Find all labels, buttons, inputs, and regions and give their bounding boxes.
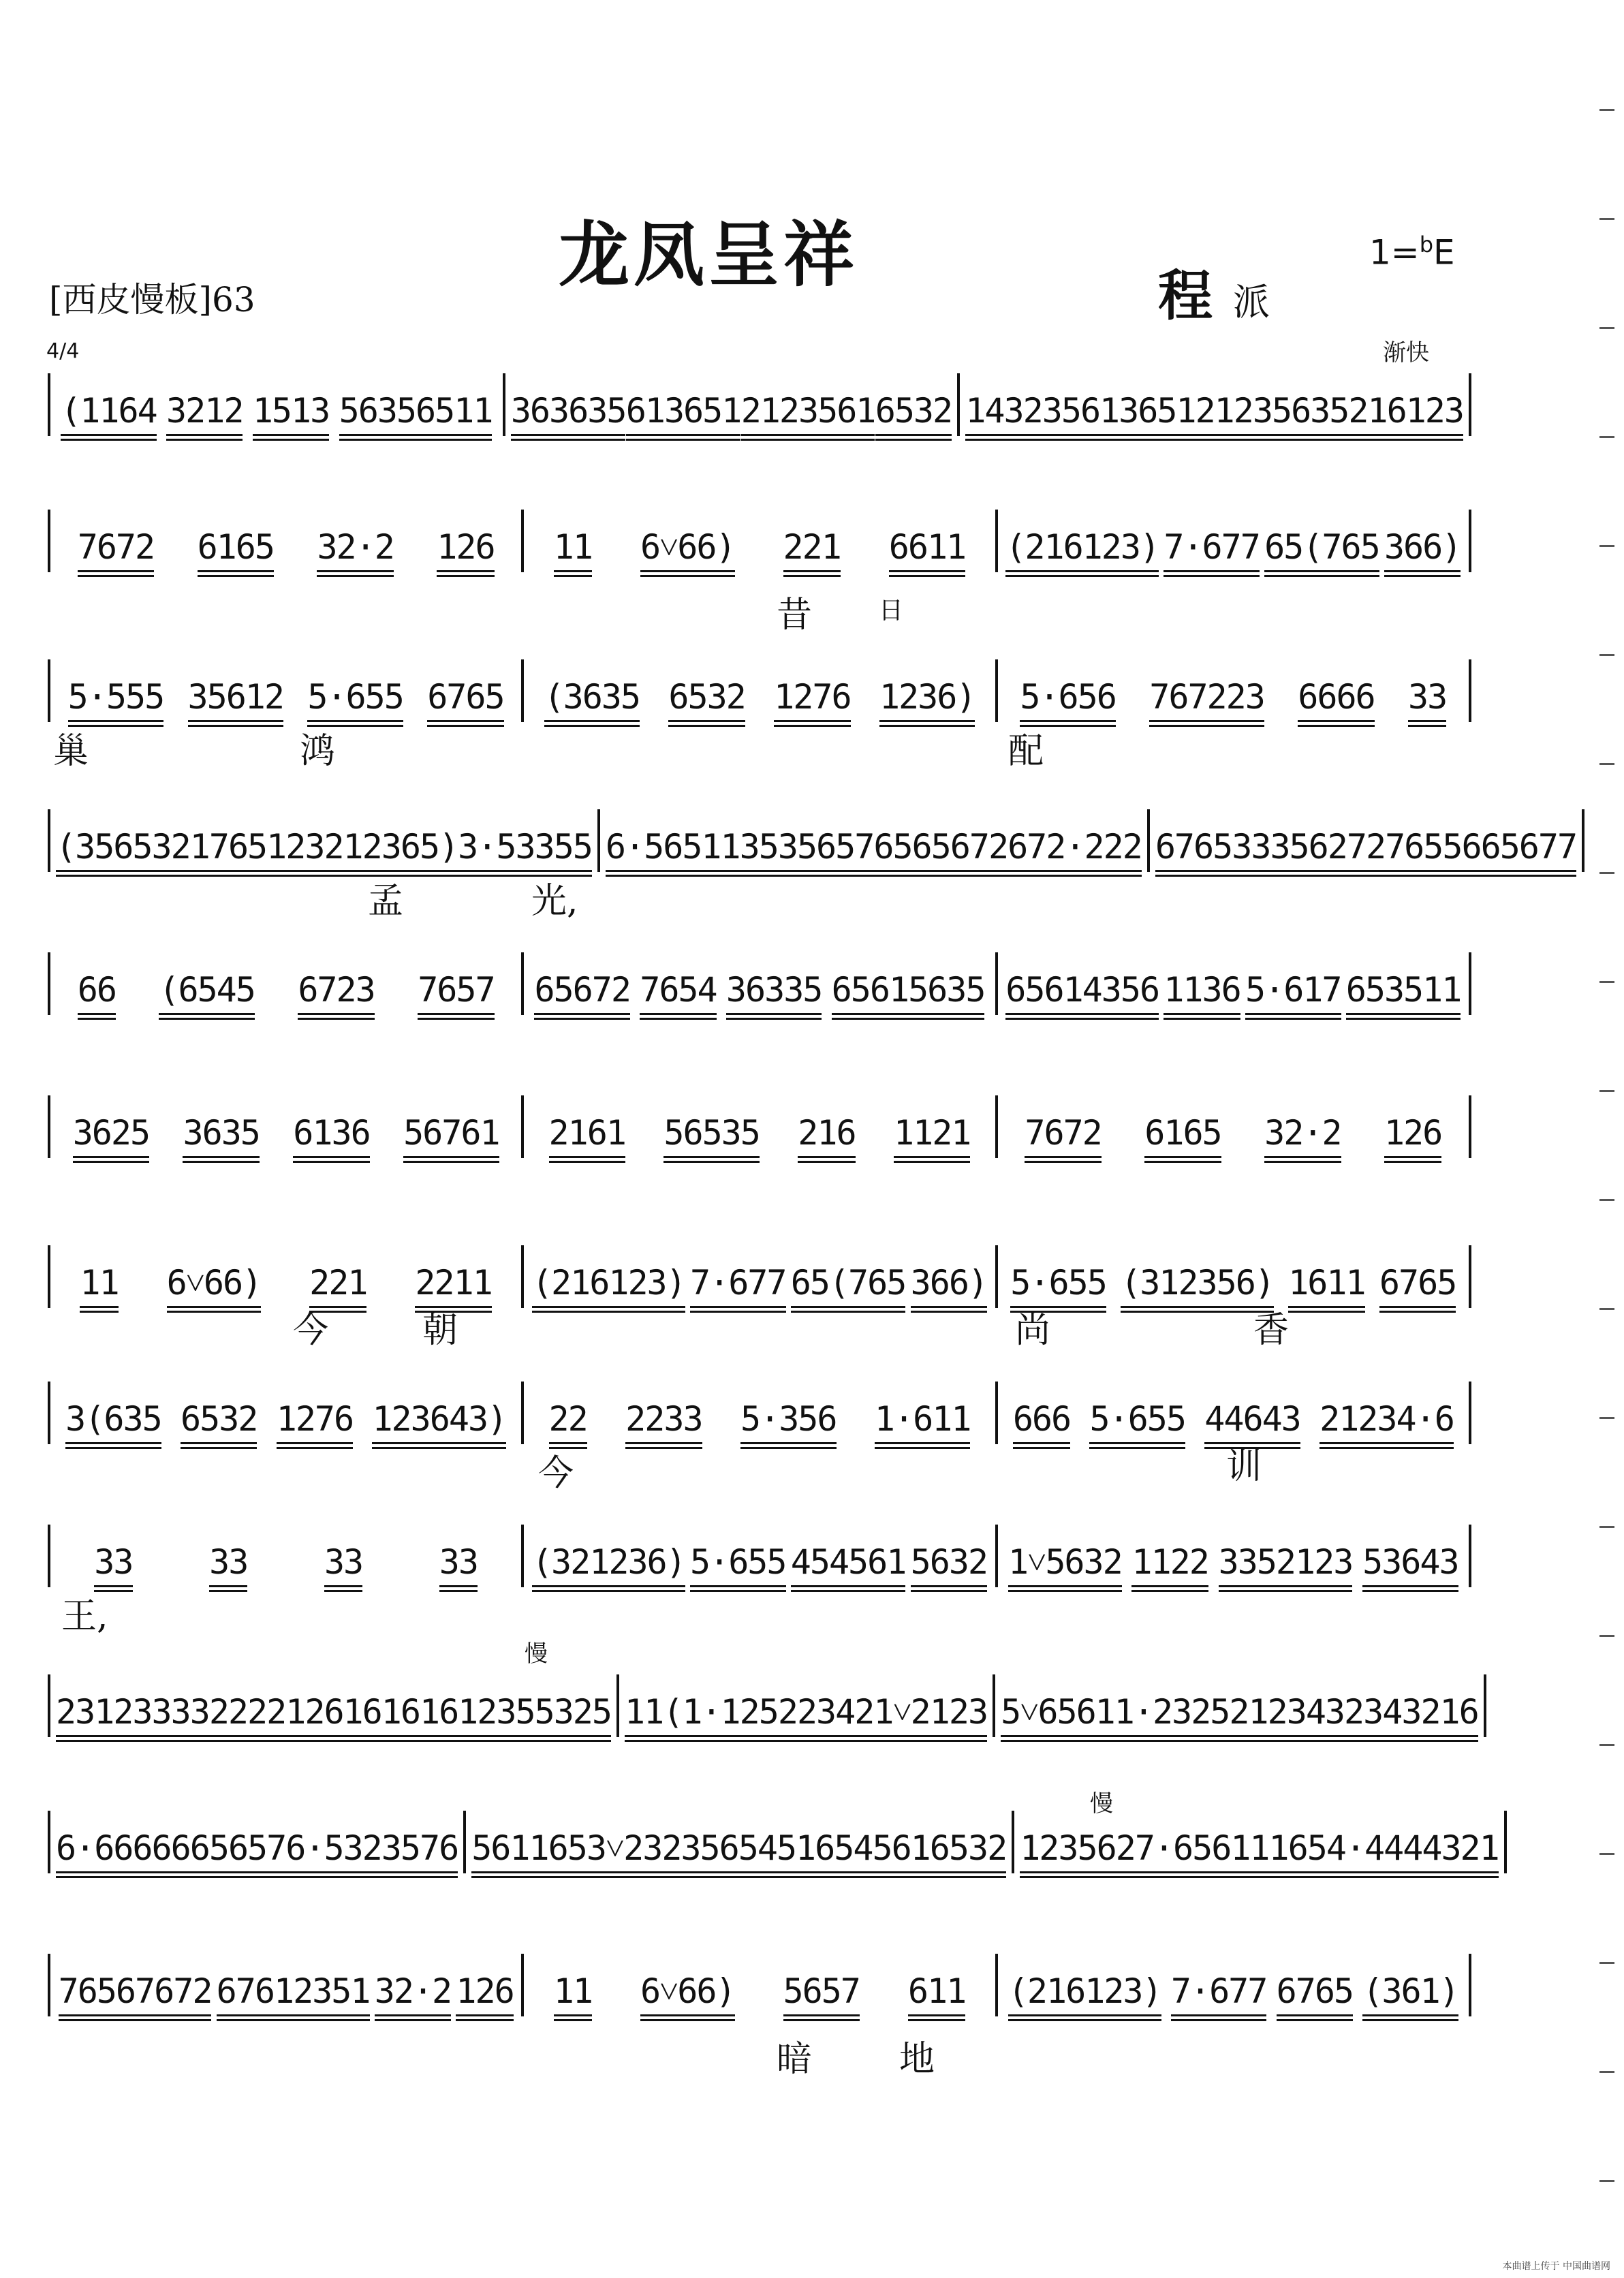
margin-tick [1599,1090,1614,1092]
note-group: 6˅66) [640,1971,735,2016]
measure [998,952,1469,1015]
note-group: 6765 [427,676,503,722]
note-group: 1·2325 [1114,1691,1230,1737]
lyric: 训 [1226,1446,1262,1487]
note-group: 7·677 [1164,527,1260,572]
margin-tick [1599,1635,1614,1637]
tempo-annotation: 慢 [525,1640,548,1668]
note-group: 32·2 [317,527,393,572]
note-group: 1121 [894,1112,970,1158]
note-group: 72672·222 [969,826,1142,872]
note-group: 366) [1384,527,1461,572]
note-group: 44643 [1204,1399,1300,1444]
margin-tick [1599,2180,1614,2182]
measure [524,1954,995,2016]
key-note: E [1433,232,1455,272]
note-group: 65123212 [228,826,381,872]
note-group: 221 [309,1262,366,1308]
lyric: 配 [1008,731,1044,772]
note-group: 2355325 [477,1691,611,1737]
lyric: 地 [899,2039,935,2080]
score-row [48,368,1471,436]
measure [50,1382,521,1444]
note-group: 323576 [343,1828,458,1873]
barline [1484,1674,1486,1737]
note-group: (216123) [1005,527,1159,572]
measure [50,1674,616,1737]
barline [1469,952,1471,1015]
note-group: 67612351 [217,1971,370,2016]
barline [1469,1525,1471,1587]
score-row [48,947,1471,1015]
margin-tick [1599,1526,1614,1528]
note-group: 11 [80,1262,118,1308]
note-group: 627276 [1309,826,1424,872]
note-group: 65672 [534,969,630,1015]
measure [50,809,597,872]
note-group: (216123) [532,1262,685,1308]
margin-tick [1599,545,1614,547]
note-group: 7672 [78,527,154,572]
note-group: 2233 [625,1399,702,1444]
note-group: (321236) [532,1542,685,1587]
measure [50,373,503,436]
note-group: 1235 [1020,1828,1096,1873]
measure [998,1954,1469,2016]
note-group: 6765 [1277,1971,1353,2016]
note-group: 32·2 [375,1971,451,2016]
measure [524,510,995,572]
margin-tick [1599,654,1614,656]
note-group: 3355 [515,826,591,872]
score-row [48,1519,1471,1587]
measure [995,1674,1484,1737]
note-group: 1136 [1164,969,1240,1015]
measure [619,1674,993,1737]
note-group: 3335 [1232,826,1308,872]
margin-tick [1599,2071,1614,2073]
measure [998,1525,1469,1587]
note-group: 7·677 [1171,1971,1267,2016]
note-group: 56535 [663,1112,760,1158]
measure [524,952,995,1015]
measure [50,1095,521,1158]
score-row [48,654,1471,722]
note-group: 3212 [166,390,243,436]
note-group: 6665 [152,1828,228,1873]
measure [524,1382,995,1444]
barline [1469,373,1471,436]
note-group: 6·666 [56,1828,152,1873]
note-group: 3625 [73,1112,149,1158]
margin-tick [1599,872,1614,874]
measure [50,1245,521,1308]
tempo-annotation: 渐快 [1383,339,1429,366]
note-group: 5·655 [307,676,403,722]
note-group: 5·655 [1010,1262,1106,1308]
score-row [48,1090,1471,1158]
note-group: 5632 [911,1542,987,1587]
section-label: [西皮慢板]63 [49,280,255,319]
note-group: 65(765 [791,1262,906,1308]
margin-tick [1599,1744,1614,1746]
note-group: 6532 [875,390,952,436]
measure [50,659,521,722]
note-group: 6765 [1379,1262,1456,1308]
lyric: 王, [61,1596,108,1637]
note-group: 1122 [1131,1542,1208,1587]
lyric: 鸿 [300,731,336,772]
note-group: 216123 [1348,390,1463,436]
note-group: 7657 [418,969,494,1015]
key-prefix: 1= [1369,232,1420,272]
note-group: 11 [554,1971,592,2016]
measure [998,659,1469,722]
measure [50,1954,521,2016]
note-group: (1·125 [663,1691,778,1737]
note-group: 21235635 [1196,390,1349,436]
note-group: 56761 [403,1112,499,1158]
barline [1469,1095,1471,1158]
key-signature [1369,232,1455,272]
barline [1469,510,1471,572]
note-group: 666 [1013,1399,1070,1444]
note-group: 613651 [626,390,741,436]
note-group: 6136 [293,1112,369,1158]
note-group: 6˅66) [167,1262,262,1308]
note-group: 66 [78,969,116,1015]
note-group: 3635 [183,1112,259,1158]
barline [1469,1954,1471,2016]
note-group: 126 [1384,1112,1441,1158]
note-group: 627·6 [1097,1828,1193,1873]
page-title: 龙凤呈祥 [559,213,859,296]
lyric: 巢 [53,731,89,772]
note-group: 6532 [181,1399,257,1444]
lyric: 昔 [777,595,813,636]
measure [960,373,1469,436]
barline [1504,1811,1507,1873]
measure [998,1382,1469,1444]
margin-tick [1599,436,1614,438]
note-group: 23123333 [56,1691,209,1737]
note-group: 33 [1408,676,1446,722]
note-group: 3˅23235 [587,1828,719,1873]
measure [50,1811,463,1873]
note-group: 76567672 [59,1971,212,2016]
note-group: 7·677 [690,1262,786,1308]
note-group: 11 [625,1691,663,1737]
tempo-annotation: 慢 [1090,1790,1113,1817]
score-row [48,1376,1471,1444]
note-group: 6165 [1144,1112,1221,1158]
measure [50,952,521,1015]
note-group: (361) [1362,1971,1458,2016]
note-group: 216 [798,1112,855,1158]
note-group: 35612 [188,676,284,722]
margin-tick [1599,981,1614,983]
note-group: 6666 [1298,676,1374,722]
note-group: 365)3·5 [381,826,516,872]
note-group: 5·356 [740,1399,837,1444]
measure [50,1525,521,1587]
note-group: (216123) [1008,1971,1161,2016]
measure [998,510,1469,572]
score-row [48,1805,1499,1873]
score-row [48,804,1577,872]
margin-tick [1599,1308,1614,1310]
note-group: 6532 [668,676,745,722]
note-group: 2211 [415,1262,491,1308]
note-group: 1276 [277,1399,353,1444]
note-group: 6165 [198,527,274,572]
note-group: 32·2 [1264,1112,1341,1158]
barline [1582,809,1584,872]
note-group: 56356511 [339,390,493,436]
note-group: 2343216 [1344,1691,1478,1737]
note-group: 1·611 [875,1399,971,1444]
lyric: 香 [1253,1310,1290,1351]
note-group: 5·655 [690,1542,786,1587]
school-suffix: 派 [1233,281,1270,324]
school-label [1158,252,1270,330]
note-group: 767223 [1149,676,1264,722]
margin-tick [1599,1417,1614,1419]
note-group: 1513 [253,390,329,436]
note-group: 5657 [783,1971,860,2016]
note-group: 2123561 [741,390,875,436]
lyric: 日 [879,597,904,625]
note-group: 212343 [1229,1691,1344,1737]
lyric: 孟 [368,881,404,922]
note-group: 123643) [372,1399,506,1444]
note-group: 611 [908,1971,965,2016]
note-group: 5·617 [1245,969,1341,1015]
note-group: 65615635 [832,969,985,1015]
note-group: (35653217 [56,826,228,872]
measure [998,1095,1469,1158]
lyric: 今 [293,1310,329,1351]
score-row [48,1240,1471,1308]
note-group: 33 [209,1542,247,1587]
note-group: 33 [439,1542,478,1587]
note-group: 5·656 [1020,676,1116,722]
note-group: 126 [456,1971,513,2016]
measure [50,510,521,572]
note-group: 45616532 [853,1828,1006,1873]
note-group: 126 [437,527,494,572]
note-group: 22342 [778,1691,874,1737]
note-group: 53643 [1362,1542,1458,1587]
margin-tick [1599,1853,1614,1855]
note-group: 366) [911,1262,987,1308]
measure [1014,1811,1504,1873]
note-group: 222212 [209,1691,324,1737]
note-group: 21234·6 [1320,1399,1454,1444]
note-group: 2161 [549,1112,625,1158]
lyric: 朝 [422,1310,458,1351]
note-group: 33 [94,1542,132,1587]
measure [524,659,995,722]
note-group: 653511 [1346,969,1461,1015]
note-group: 221 [783,527,841,572]
margin-tick [1599,763,1614,765]
note-group: 33 [324,1542,362,1587]
score-row [48,1669,1478,1737]
lyric: 暗 [777,2039,813,2080]
note-group: 61616161 [324,1691,477,1737]
measure [524,1525,995,1587]
note-group: (1164 [61,390,157,436]
note-group: 5·655 [1089,1399,1185,1444]
note-group: 6765 [1155,826,1232,872]
note-group: 6576·5 [228,1828,343,1873]
note-group: 6611 [889,527,965,572]
note-group: 363635 [511,390,626,436]
margin-tick [1599,109,1614,111]
note-group: 7654 [640,969,716,1015]
note-group: 65(765 [1264,527,1379,572]
measure [1150,809,1582,872]
flat-sign: b [1419,232,1434,258]
time-signature: 4/4 [46,339,80,363]
measure [524,1095,995,1158]
note-group: 5·555 [68,676,164,722]
score-row [48,504,1471,572]
note-group: 1611 [1288,1262,1364,1308]
note-group: 22 [549,1399,587,1444]
note-group: 6·5651 [606,826,721,872]
note-group: 65765656 [816,826,969,872]
note-group: 454561 [791,1542,906,1587]
note-group: 5611165 [1192,1828,1326,1873]
note-group: 55665677 [1423,826,1576,872]
note-group: 1236) [879,676,975,722]
lyric: 今 [538,1453,574,1494]
margin-tick [1599,1199,1614,1201]
note-group: 13535 [721,826,817,872]
margin-tick [1599,218,1614,220]
note-group: 6˅66) [640,527,735,572]
note-group: 3(635 [65,1399,161,1444]
note-group: (6545 [159,969,255,1015]
note-group: 143235 [965,390,1080,436]
note-group: 613651 [1080,390,1196,436]
note-group: 65614356 [1005,969,1159,1015]
score-row [48,1948,1471,2016]
note-group: 1˅5632 [1008,1542,1122,1587]
note-group: 11 [554,527,592,572]
measure [505,373,958,436]
note-group: 3352123 [1219,1542,1353,1587]
measure [600,809,1147,872]
note-group: 1276 [774,676,850,722]
measure [998,1245,1469,1308]
note-group: (3635 [544,676,640,722]
note-group: (312356) [1121,1262,1274,1308]
margin-tick [1599,327,1614,329]
barline [1469,659,1471,722]
margin-tick [1599,1962,1614,1964]
measure [466,1811,1012,1873]
note-group: 7672 [1025,1112,1101,1158]
note-group: 5˅6561 [1001,1691,1114,1737]
measure [524,1245,995,1308]
lyric: 光, [531,881,578,922]
note-group: 6723 [298,969,374,1015]
note-group: 4·4444321 [1326,1828,1499,1873]
lyric: 尚 [1015,1310,1051,1351]
footer-credit: 本曲谱上传于 中国曲谱网 [1502,2261,1610,2272]
barline [1469,1382,1471,1444]
note-group: 36335 [726,969,822,1015]
note-group: 561165 [471,1828,587,1873]
barline [1469,1245,1471,1308]
note-group: 6545165 [719,1828,854,1873]
school-name: 程 [1158,264,1213,328]
note-group: 1˅2123 [873,1691,987,1737]
